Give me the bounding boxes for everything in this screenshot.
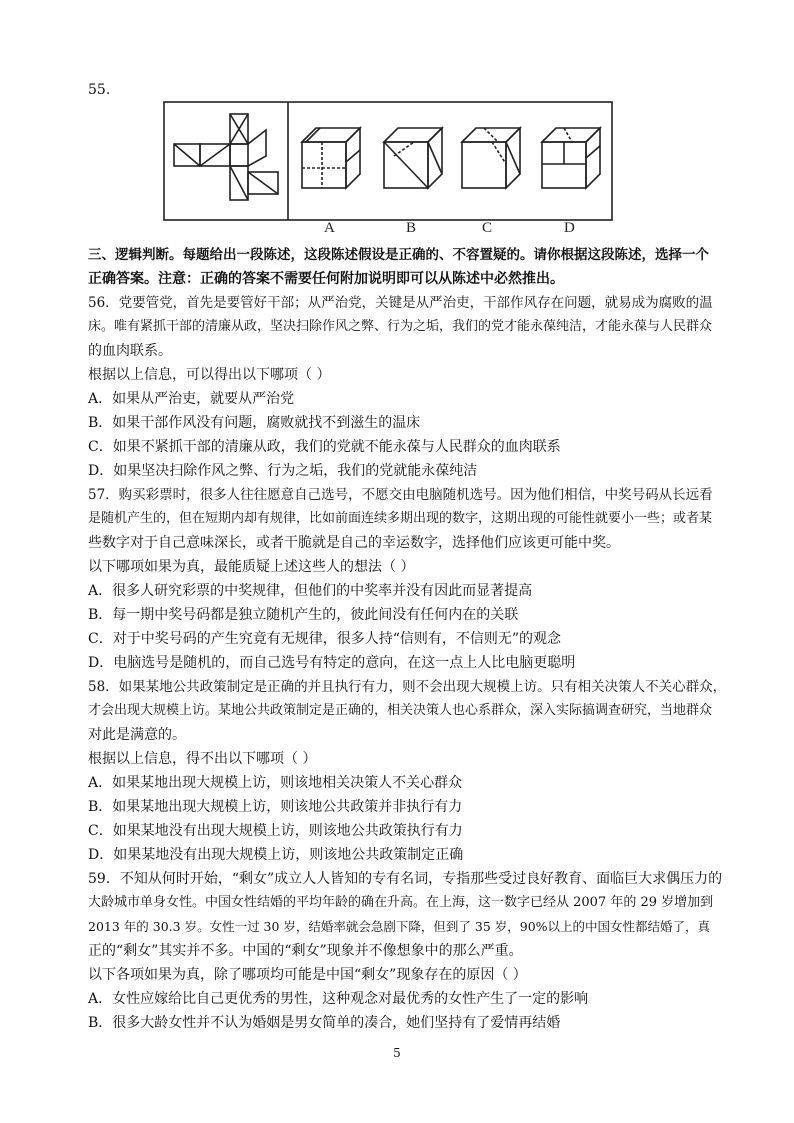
q59-text-line: 大龄城市单身女性。中国女性结婚的平均年龄的确在升高。在上海，这一数字已经从 2007 年的 29 岁增加到: [88, 895, 714, 910]
figure-label-c: C: [482, 220, 493, 234]
q56-option-c: C．如果不紧抓干部的清廉从政，我们的党就不能永葆与人民群众的血肉联系: [88, 439, 561, 455]
figure-label-a: A: [324, 220, 335, 234]
q59-option-b: B．很多大龄女性并不认为婚姻是男女简单的凑合，她们坚持有了爱情再结婚: [88, 1015, 561, 1031]
q58-question: 根据以上信息，得不出以下哪项（ ）: [88, 751, 317, 767]
q57-text-line: 57．购买彩票时，很多人往往愿意自己选号，不愿交由电脑随机选号。因为他们相信，中奖号码从长远看: [88, 487, 713, 503]
q56-option-a: A．如果从严治吏，就要从严治党: [88, 391, 295, 407]
q59-text-line: 59．不知从何时开始，“剩女”成立人人皆知的专有名词，专指那些受过良好教育、面临巨大求偶压力的: [88, 871, 723, 887]
page-number: 5: [393, 1046, 401, 1060]
q57-option-a: A．很多人研究彩票的中奖规律，但他们的中奖率并没有因此而显著提高: [88, 583, 533, 599]
cube-option-b: [384, 128, 442, 188]
cube-option-c: [462, 128, 520, 188]
q58-text-line: 才会出现大规模上访。某地公共政策制定是正确的，相关决策人也心系群众，深入实际搞调查研究，当地群众: [88, 703, 713, 718]
q58-text-line: 58．如果某地公共政策制定是正确的并且执行有力，则不会出现大规模上访。只有相关决策人不关心群众，: [88, 679, 727, 695]
q57-text-line: 是随机产生的，但在短期内却有规律，比如前面连续多期出现的数字，这期出现的可能性就要小一些；或者某: [88, 511, 713, 526]
cube-option-d: [542, 128, 600, 188]
q56-option-d: D．如果坚决扫除作风之弊、行为之垢，我们的党就能永葆纯洁: [88, 463, 478, 479]
q57-question: 以下哪项如果为真，最能质疑上述这些人的想法（ ）: [88, 559, 415, 575]
q57-option-c: C．对于中奖号码的产生究竟有无规律，很多人持“信则有，不信则无”的观念: [88, 631, 562, 647]
question-55-number: 55.: [88, 82, 111, 98]
q57-text-line: 些数字对于自己意味深长，或者干脆就是自己的幸运数字，选择他们应该更可能中奖。: [88, 535, 620, 551]
figure-label-d: D: [564, 220, 575, 234]
cube-option-a: [302, 128, 360, 188]
question-55-figure: [162, 100, 614, 234]
q58-option-a: A．如果某地出现大规模上访，则该地相关决策人不关心群众: [88, 775, 463, 791]
q59-text-line: 正的“剩女”其实并不多。中国的“剩女”现象并不像想象中的那么严重。: [88, 943, 523, 959]
q59-option-a: A．女性应嫁给比自己更优秀的男性，这种观念对最优秀的女性产生了一定的影响: [88, 991, 589, 1007]
figure-label-b: B: [406, 220, 417, 234]
q58-option-b: B．如果某地出现大规模上访，则该地公共政策并非执行有力: [88, 799, 463, 815]
q56-text-line: 床。唯有紧抓干部的清廉从政，坚决扫除作风之弊、行为之垢，我们的党才能永葆纯洁，才能永葆与人民群众: [88, 319, 713, 334]
q58-option-c: C．如果某地没有出现大规模上访，则该地公共政策执行有力: [88, 823, 463, 839]
q56-question: 根据以上信息，可以得出以下哪项（ ）: [88, 367, 331, 383]
q59-question: 以下各项如果为真，除了哪项均可能是中国“剩女”现象存在的原因（ ）: [88, 967, 527, 983]
section-3-heading-line-1: 三、逻辑判断。每题给出一段陈述，这段陈述假设是正确的、不容置疑的。请你根据这段陈述，选择一个: [88, 247, 709, 263]
q56-option-b: B．如果干部作风没有问题，腐败就找不到滋生的温床: [88, 415, 421, 431]
q56-text-line: 的血肉联系。: [88, 343, 172, 359]
cube-net-diagram: [174, 114, 278, 200]
section-3-heading-line-2: 正确答案。注意：正确的答案不需要任何附加说明即可以从陈述中必然推出。: [88, 271, 564, 287]
q56-text-line: 56．党要管党，首先是要管好干部；从严治党，关键是从严治吏，干部作风存在问题，就易成为腐败的温: [88, 295, 713, 311]
q58-text-line: 对此是满意的。: [88, 727, 186, 743]
figure-frame: [164, 102, 612, 220]
q59-text-line: 2013 年的 30.3 岁。女性一过 30 岁，结婚率就会急剧下降，但到了 35 岁，90%以上的中国女性都结婚了，真: [88, 919, 711, 934]
q58-option-d: D．如果某地没有出现大规模上访，则该地公共政策制定正确: [88, 847, 464, 863]
q57-option-b: B．每一期中奖号码都是独立随机产生的，彼此间没有任何内在的关联: [88, 607, 519, 623]
q57-option-d: D．电脑选号是随机的，而自己选号有特定的意向，在这一点上人比电脑更聪明: [88, 655, 576, 671]
